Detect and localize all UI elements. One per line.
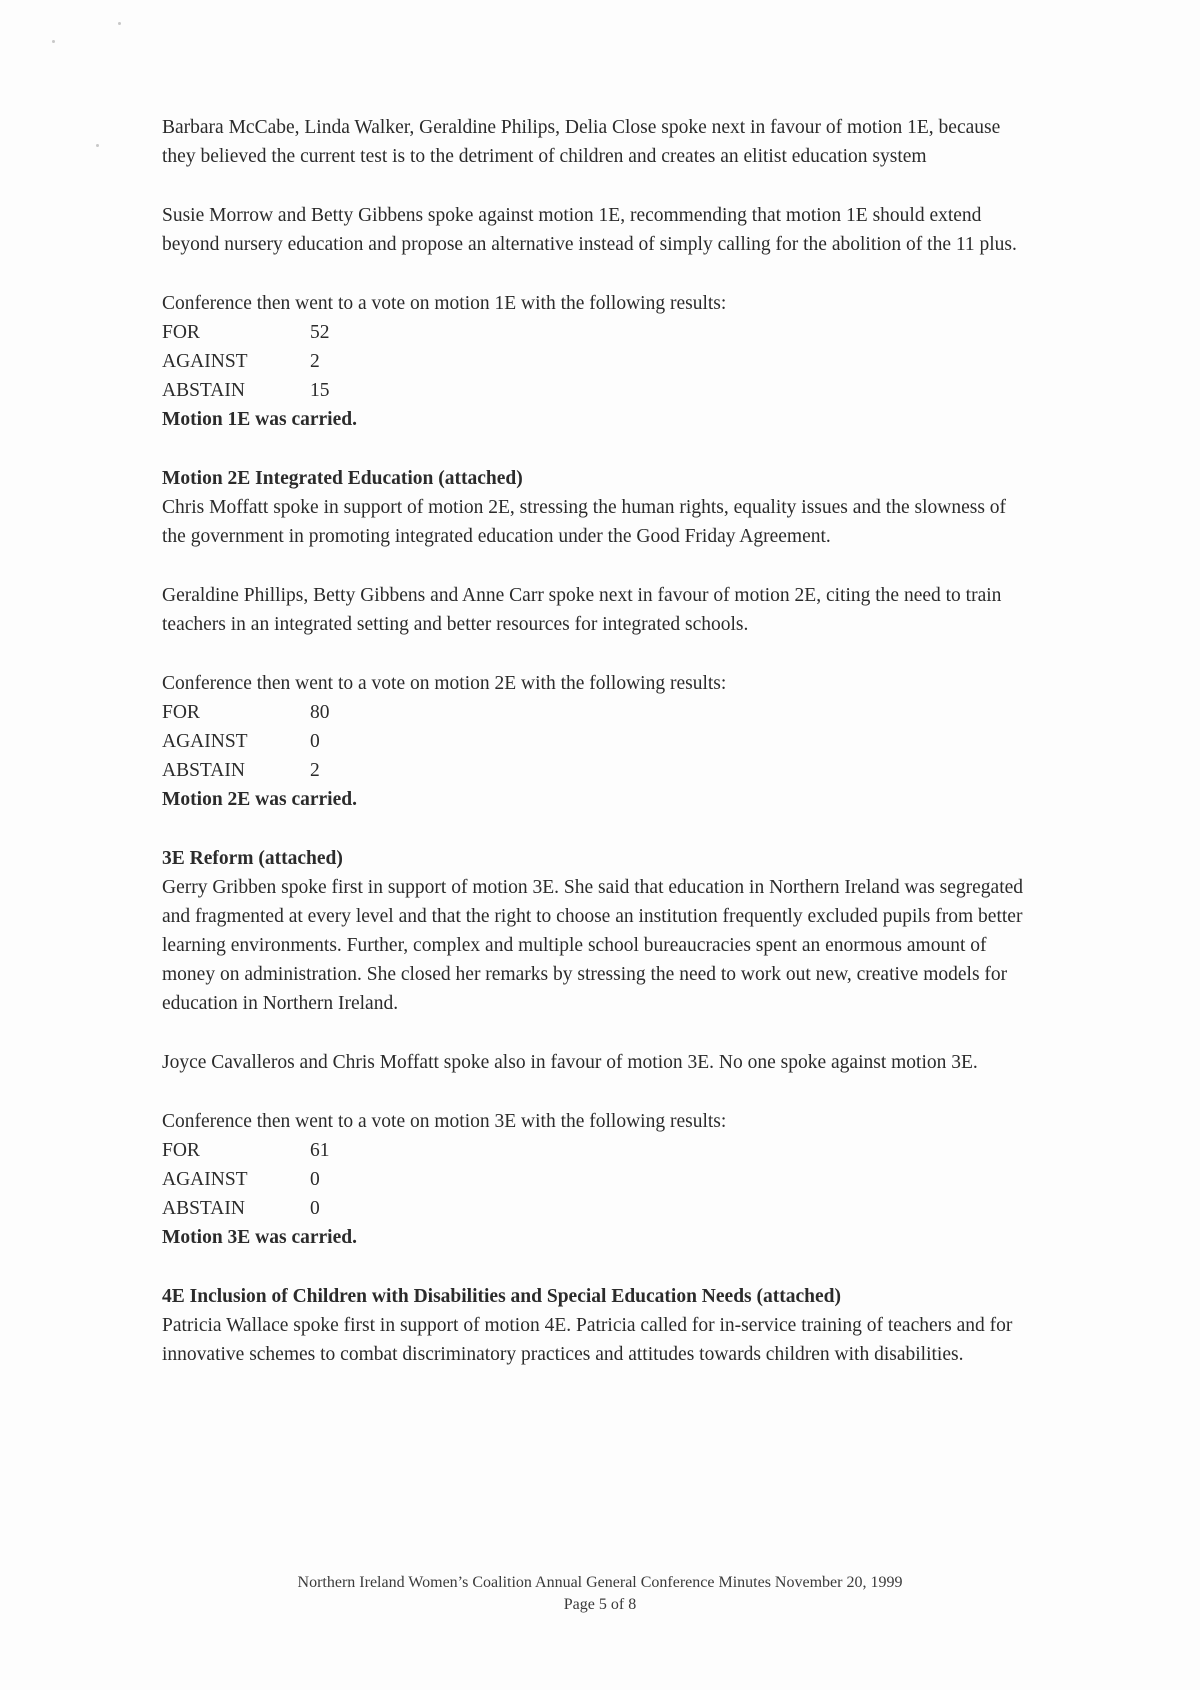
- vote-results: [162, 669, 1034, 814]
- footer-title: Northern Ireland Women’s Coalition Annual General Conference Minutes November 20, 1999: [297, 1574, 903, 1591]
- minutes-paragraph: [162, 1048, 1034, 1077]
- vote-label: ABSTAIN: [162, 760, 245, 781]
- paragraph-text: Geraldine Phillips, Betty Gibbens and Anne Carr spoke next in favour of motion 2E, citing the need to train teachers in an integrated setting and better resources for integrated schools.: [162, 585, 1002, 635]
- paragraph-text: Patricia Wallace spoke first in support of motion 4E. Patricia called for in-service training of teachers and for innovative schemes to combat discriminatory practices and attitudes towards children with disabilities.: [162, 1315, 1013, 1365]
- vote-count: 0: [310, 1198, 320, 1219]
- page-footer: [0, 1572, 1200, 1616]
- vote-label: FOR: [162, 322, 200, 343]
- vote-label: AGAINST: [162, 731, 248, 752]
- vote-outcome: Motion 3E was carried.: [162, 1227, 357, 1248]
- motion-section: [162, 464, 1034, 551]
- vote-results: [162, 1107, 1034, 1252]
- vote-row: [162, 1194, 330, 1223]
- scan-speck: [52, 40, 55, 43]
- paragraph-text: Gerry Gribben spoke first in support of motion 3E. She said that education in Northern Ireland was segregated and fragmented at every level and that the right to choose an institution frequently excluded pupils from better learning environments. Further, complex and multiple school bureaucracies spent an enormous amount of money on administration. She closed her remarks by stressing the need to work out new, creative models for education in Northern Ireland.: [162, 877, 1024, 1014]
- minutes-paragraph: [162, 113, 1034, 171]
- vote-outcome: Motion 1E was carried.: [162, 409, 357, 430]
- vote-label: FOR: [162, 702, 200, 723]
- vote-table: [162, 318, 330, 405]
- paragraph-text: Susie Morrow and Betty Gibbens spoke against motion 1E, recommending that motion 1E should extend beyond nursery education and propose an alternative instead of simply calling for the abolition of the 11 plus.: [162, 205, 1017, 255]
- minutes-paragraph: [162, 581, 1034, 639]
- vote-results: [162, 289, 1034, 434]
- vote-count: 2: [310, 760, 320, 781]
- vote-label: ABSTAIN: [162, 380, 245, 401]
- vote-count: 0: [310, 1169, 320, 1190]
- vote-intro: Conference then went to a vote on motion 3E with the following results:: [162, 1111, 727, 1132]
- paragraph-text: Joyce Cavalleros and Chris Moffatt spoke also in favour of motion 3E. No one spoke against motion 3E.: [162, 1052, 978, 1073]
- vote-outcome: Motion 2E was carried.: [162, 789, 357, 810]
- scan-speck: [118, 22, 121, 25]
- motion-heading: 4E Inclusion of Children with Disabilities and Special Education Needs (attached): [162, 1286, 841, 1307]
- vote-label: AGAINST: [162, 1169, 248, 1190]
- vote-label: FOR: [162, 1140, 200, 1161]
- vote-count: 2: [310, 351, 320, 372]
- vote-row: [162, 347, 330, 376]
- motion-section: [162, 844, 1034, 1018]
- vote-count: 0: [310, 731, 320, 752]
- vote-label: AGAINST: [162, 351, 248, 372]
- vote-row: [162, 1136, 330, 1165]
- vote-intro: Conference then went to a vote on motion 2E with the following results:: [162, 673, 727, 694]
- motion-section: [162, 1282, 1034, 1369]
- vote-row: [162, 1165, 330, 1194]
- paragraph-text: Chris Moffatt spoke in support of motion 2E, stressing the human rights, equality issues and the slowness of the government in promoting integrated education under the Good Friday Agreement.: [162, 497, 1007, 547]
- minutes-body: [162, 113, 1034, 1399]
- vote-intro: Conference then went to a vote on motion 1E with the following results:: [162, 293, 727, 314]
- vote-label: ABSTAIN: [162, 1198, 245, 1219]
- vote-row: [162, 727, 330, 756]
- motion-heading: Motion 2E Integrated Education (attached): [162, 468, 523, 489]
- minutes-paragraph: [162, 201, 1034, 259]
- motion-heading: 3E Reform (attached): [162, 848, 343, 869]
- vote-row: [162, 376, 330, 405]
- vote-count: 61: [310, 1140, 330, 1161]
- paragraph-text: Barbara McCabe, Linda Walker, Geraldine Philips, Delia Close spoke next in favour of motion 1E, because they believed the current test is to the detriment of children and creates an elitist education system: [162, 117, 1001, 167]
- vote-count: 52: [310, 322, 330, 343]
- vote-row: [162, 698, 330, 727]
- scan-speck: [96, 144, 99, 147]
- vote-row: [162, 756, 330, 785]
- page-number: Page 5 of 8: [563, 1596, 637, 1613]
- vote-table: [162, 698, 330, 785]
- vote-row: [162, 318, 330, 347]
- vote-table: [162, 1136, 330, 1223]
- vote-count: 80: [310, 702, 330, 723]
- vote-count: 15: [310, 380, 330, 401]
